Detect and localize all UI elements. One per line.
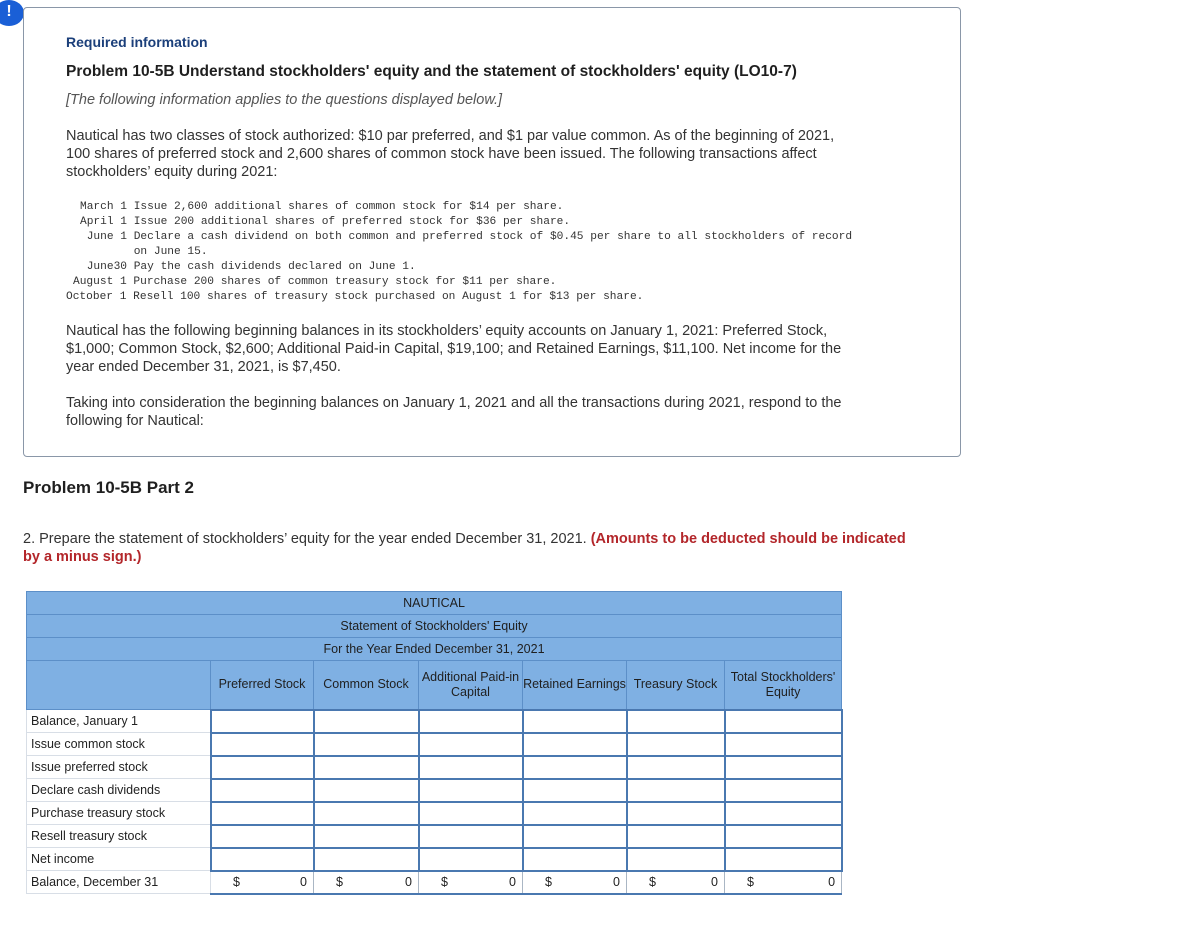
amount-input[interactable] [627,779,725,802]
col-apic: Additional Paid-in Capital [419,661,523,710]
amount-input[interactable] [314,710,419,733]
amount-input[interactable] [211,825,314,848]
problem-title: Problem 10-5B Understand stockholders' equity and the statement of stockholders' equity (LO10-7) [66,63,797,80]
table-row-total [27,871,842,894]
total-cell [419,871,523,894]
instruction-paragraph [66,394,916,430]
row-label: Declare cash dividends [27,779,211,802]
statement-title: Statement of Stockholders' Equity [27,615,842,638]
amount-input[interactable] [627,710,725,733]
total-cell [627,871,725,894]
amount-input[interactable] [314,848,419,871]
row-label: Issue preferred stock [27,756,211,779]
total-cell [211,871,314,894]
amount-input[interactable] [314,779,419,802]
amount-input[interactable] [211,733,314,756]
amount-input[interactable] [314,802,419,825]
amount-input[interactable] [725,779,842,802]
total-cell [725,871,842,894]
amount-input[interactable] [523,779,627,802]
currency-symbol: $ [336,875,343,889]
balances-paragraph [66,322,916,376]
currency-symbol: $ [441,875,448,889]
intro-line: stockholders’ equity during 2021: [66,164,278,180]
intro-line: Nautical has two classes of stock authorized: $10 par preferred, and $1 par value common. As of the beginning of 2021, [66,128,835,144]
row-label: Balance, January 1 [27,710,211,733]
amount-input[interactable] [725,710,842,733]
col-retained-earnings: Retained Earnings [523,661,627,710]
transaction-line: April 1 Issue 200 additional shares of preferred stock for $36 per share. [80,216,571,228]
col-total-equity: Total Stockholders' Equity [725,661,842,710]
amount-input[interactable] [419,710,523,733]
amount-input[interactable] [419,848,523,871]
table-row [27,733,842,756]
transaction-line: June30 Pay the cash dividends declared on June 1. [80,261,416,273]
amount-input[interactable] [725,825,842,848]
transaction-line: October 1 Resell 100 shares of treasury stock purchased on August 1 for $13 per share. [66,291,644,303]
amount-input[interactable] [523,802,627,825]
amount-input[interactable] [419,802,523,825]
currency-symbol: $ [545,875,552,889]
amount-input[interactable] [523,733,627,756]
row-label: Balance, December 31 [27,871,211,894]
instruction-line: following for Nautical: [66,413,204,429]
instruction-line: Taking into consideration the beginning balances on January 1, 2021 and all the transactions during 2021, respond to the [66,395,842,411]
part-title: Problem 10-5B Part 2 [23,478,195,497]
amount-input[interactable] [523,756,627,779]
total-value: 0 [509,875,516,889]
amount-input[interactable] [314,733,419,756]
question-prompt: 2. Prepare the statement of stockholders’ equity for the year ended December 31, 2021. [23,531,591,547]
table-row [27,710,842,733]
balances-line: $1,000; Common Stock, $2,600; Additional Paid-in Capital, $19,100; and Retained Earnings, $11,100. Net income for the [66,341,842,357]
total-value: 0 [405,875,412,889]
amount-input[interactable] [211,802,314,825]
stockholders-equity-table [26,591,843,895]
amount-input[interactable] [419,825,523,848]
question-note: (Amounts to be deducted should be indicated by a minus sign.) [23,531,906,565]
col-treasury-stock: Treasury Stock [627,661,725,710]
amount-input[interactable] [725,756,842,779]
amount-input[interactable] [211,756,314,779]
amount-input[interactable] [523,825,627,848]
table-row [27,779,842,802]
amount-input[interactable] [314,825,419,848]
amount-input[interactable] [627,848,725,871]
row-label: Issue common stock [27,733,211,756]
row-label: Resell treasury stock [27,825,211,848]
transaction-line: on June 15. [80,246,208,258]
amount-input[interactable] [627,825,725,848]
amount-input[interactable] [314,756,419,779]
table-row [27,756,842,779]
balances-line: Nautical has the following beginning balances in its stockholders’ equity accounts on January 1, 2021: Preferred Stock, [66,323,828,339]
currency-symbol: $ [233,875,240,889]
label-column-header [27,661,211,710]
intro-line: 100 shares of preferred stock and 2,600 shares of common stock have been issued. The following transactions affect [66,146,817,162]
amount-input[interactable] [725,802,842,825]
total-value: 0 [613,875,620,889]
total-value: 0 [711,875,718,889]
company-name: NAUTICAL [27,592,842,615]
amount-input[interactable] [725,848,842,871]
alert-icon: ! [0,0,24,26]
amount-input[interactable] [725,733,842,756]
amount-input[interactable] [419,779,523,802]
question-text [23,530,923,566]
total-value: 0 [828,875,836,889]
amount-input[interactable] [627,756,725,779]
amount-input[interactable] [211,848,314,871]
amount-input[interactable] [627,733,725,756]
table-row [27,802,842,825]
intro-paragraph [66,127,916,181]
table-row [27,848,842,871]
required-info-label: Required information [66,34,208,50]
row-label: Net income [27,848,211,871]
currency-symbol: $ [747,875,754,889]
transaction-line: March 1 Issue 2,600 additional shares of common stock for $14 per share. [80,201,564,213]
col-common-stock: Common Stock [314,661,419,710]
col-preferred-stock: Preferred Stock [211,661,314,710]
transaction-line: June 1 Declare a cash dividend on both common and preferred stock of $0.45 per share to all stockholders of record [80,231,853,243]
table-row [27,825,842,848]
amount-input[interactable] [419,733,523,756]
transaction-line: August 1 Purchase 200 shares of common treasury stock for $11 per share. [73,276,557,288]
statement-period: For the Year Ended December 31, 2021 [27,638,842,661]
amount-input[interactable] [211,779,314,802]
problem-subtitle: [The following information applies to the questions displayed below.] [66,92,503,108]
total-cell [314,871,419,894]
row-label: Purchase treasury stock [27,802,211,825]
amount-input[interactable] [523,848,627,871]
total-cell [523,871,627,894]
amount-input[interactable] [211,710,314,733]
balances-line: year ended December 31, 2021, is $7,450. [66,359,341,375]
total-value: 0 [300,875,307,889]
amount-input[interactable] [419,756,523,779]
amount-input[interactable] [523,710,627,733]
currency-symbol: $ [649,875,656,889]
amount-input[interactable] [627,802,725,825]
